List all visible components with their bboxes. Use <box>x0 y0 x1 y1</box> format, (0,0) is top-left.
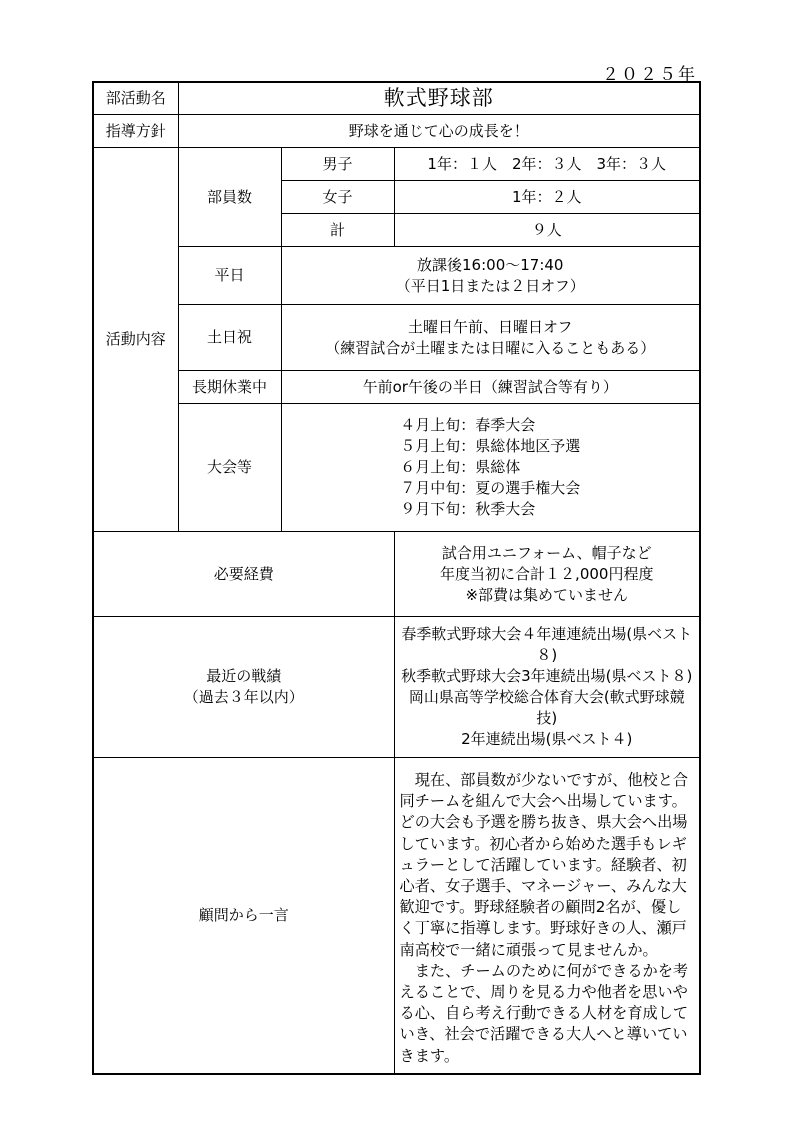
weekend-label: 土日祝 <box>178 305 281 371</box>
advisor-paragraph: また、チームのために何ができるかを考えることで、周りを見る力や他者を思いやる心、自ら考え行動できる人材を育成していき、社会で活躍できる大人へと導いていきます。 <box>399 961 689 1065</box>
weekend-line: （練習試合が土曜または日曜に入ることもある） <box>325 338 656 357</box>
tournament-item: ６月上旬：県総体 <box>400 458 521 476</box>
weekend-value <box>281 305 700 371</box>
policy-label: 指導方針 <box>93 115 178 148</box>
weekday-line: （平日1日または２日オフ） <box>395 276 585 295</box>
club-name-value: 軟式野球部 <box>178 82 700 115</box>
tournament-item: ５月上旬：県総体地区予選 <box>400 437 581 455</box>
members-male-label: 男子 <box>281 148 394 181</box>
records-label-line: （過去３年以内） <box>183 688 304 706</box>
records-label <box>93 617 394 758</box>
club-name-row <box>93 82 700 115</box>
members-total-value: ９人 <box>394 214 700 247</box>
cost-line: 年度当初に合計１２,000円程度 <box>440 564 654 583</box>
cost-line: ※部費は集めていません <box>465 585 629 604</box>
long-holiday-row <box>93 371 700 404</box>
records-value <box>394 617 700 758</box>
long-holiday-label: 長期休業中 <box>178 371 281 404</box>
tournament-item: ７月中旬：夏の選手権大会 <box>400 479 581 497</box>
long-holiday-value: 午前or午後の半日（練習試合等有り） <box>281 371 700 404</box>
weekend-line: 土曜日午前、日曜日オフ <box>407 317 573 336</box>
cost-row <box>93 532 700 617</box>
weekday-label: 平日 <box>178 247 281 305</box>
weekday-row <box>93 247 700 305</box>
year-label: ２０２５年 <box>602 65 697 85</box>
club-name-label: 部活動名 <box>93 82 178 115</box>
activity-label: 活動内容 <box>93 148 178 532</box>
members-label: 部員数 <box>178 148 281 247</box>
members-female-value: 1年：２人 <box>394 181 700 214</box>
record-line: 春季軟式野球大会４年連連続出場(県ベスト８) <box>401 625 693 664</box>
advisor-paragraph: 現在、部員数が少ないですが、他校と合同チームを組んで大会へ出場しています。どの大会も予選を勝ち抜き、県大会へ出場しています。初心者から始めた選手もレギュラーとして活躍しています。経験者、初心者、女子選手、マネージャー、みんな大歓迎です。野球経験者の顧問2名が、優しく丁寧に指導します。野球好きの人、瀬戸南高校で一緒に頑張って見ませんか。 <box>399 771 689 959</box>
record-line: 秋季軟式野球大会3年連続出場(県ベスト８) <box>401 667 693 685</box>
tournament-item: ４月上旬：春季大会 <box>400 416 536 434</box>
policy-value: 野球を通じて心の成長を！ <box>178 115 700 148</box>
tournaments-value <box>281 404 700 532</box>
cost-label: 必要経費 <box>93 532 394 617</box>
members-total-label: 計 <box>281 214 394 247</box>
members-male-value: 1年：１人 2年：３人 3年：３人 <box>394 148 700 181</box>
tournaments-row <box>93 404 700 532</box>
weekday-value <box>281 247 700 305</box>
club-info-table <box>92 81 701 1075</box>
policy-row <box>93 115 700 148</box>
records-label-line: 最近の戦績 <box>206 667 282 685</box>
members-row-male <box>93 148 700 181</box>
members-female-label: 女子 <box>281 181 394 214</box>
tournaments-label: 大会等 <box>178 404 281 532</box>
records-row <box>93 617 700 758</box>
advisor-row <box>93 758 700 1074</box>
cost-line: 試合用ユニフォーム、帽子など <box>441 543 652 562</box>
advisor-label: 顧問から一言 <box>93 758 394 1074</box>
record-line: 岡山県高等学校総合体育大会(軟式野球競技) <box>408 688 685 727</box>
weekend-row <box>93 305 700 371</box>
record-line: 2年連続出場(県ベスト４) <box>461 730 633 748</box>
advisor-comment <box>394 758 700 1074</box>
tournament-item: ９月下旬：秋季大会 <box>400 500 536 518</box>
weekday-line: 放課後16:00～17:40 <box>417 255 564 274</box>
cost-value <box>394 532 700 617</box>
tournaments-list <box>400 415 580 520</box>
